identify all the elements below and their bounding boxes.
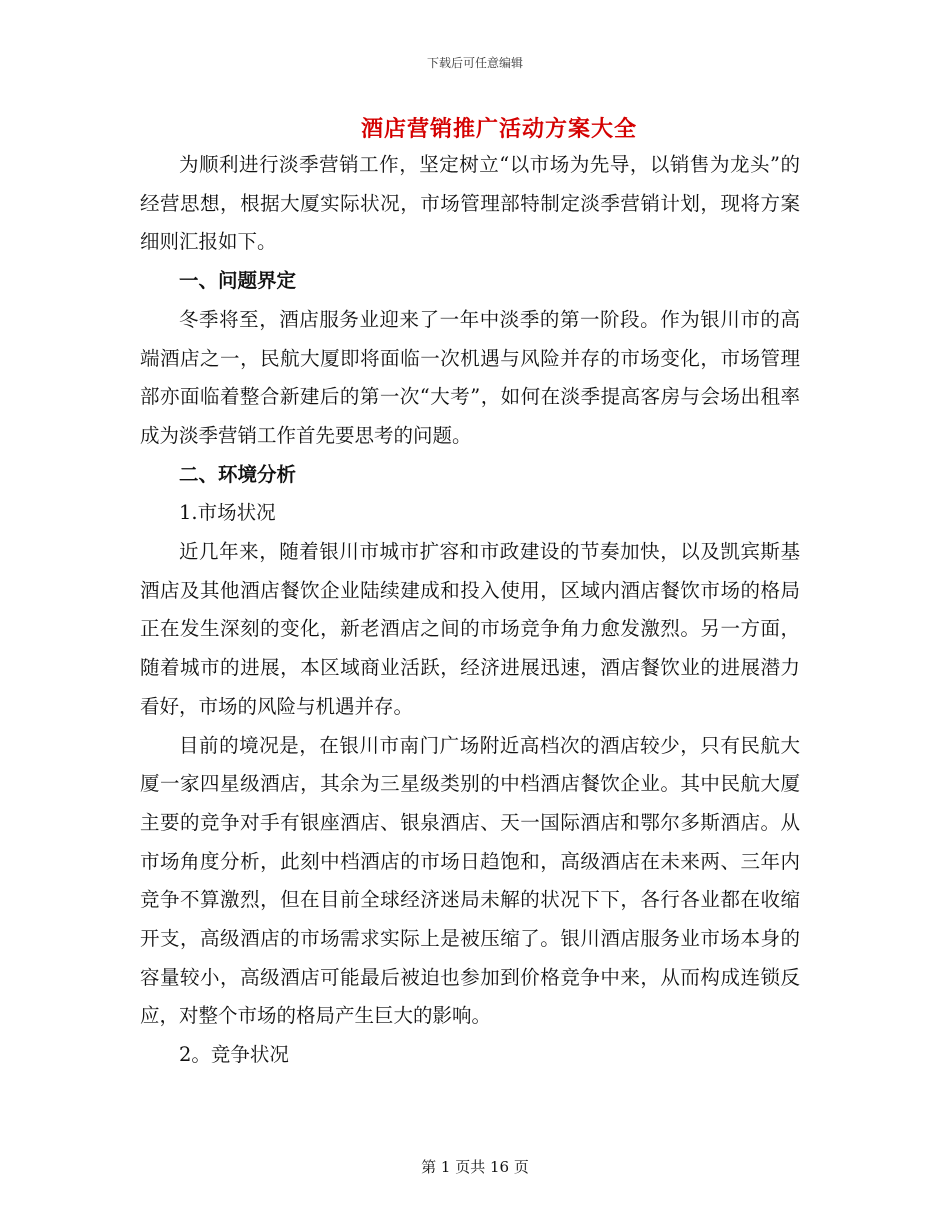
section-heading-problem: 一、问题界定 <box>179 269 297 293</box>
market-paragraph-2: 目前的境况是，在银川市南门广场附近高档次的酒店较少，只有民航大厦一家四星级酒店，其余为三星级类别的中档酒店餐饮企业。其中民航大厦主要的竞争对手有银座酒店、银泉酒店、天一国际酒店和鄂尔多斯酒店。从市场角度分析，此刻中档酒店的市场日趋饱和，高级酒店在未来两、三年内竞争不算激烈，但在目前全球经济迷局未解的状况下下，各行各业都在收缩开支，高级酒店的市场需求实际上是被压缩了。银川酒店服务业市场本身的容量较小，高级酒店可能最后被迫也参加到价格竞争中来，从而构成连锁反应，对整个市场的格局产生巨大的影响。 <box>140 733 800 1028</box>
market-paragraph-1: 近几年来，随着银川市城市扩容和市政建设的节奏加快，以及凯宾斯基酒店及其他酒店餐饮企业陆续建成和投入使用，区域内酒店餐饮市场的格局正在发生深刻的变化，新老酒店之间的市场竞争角力愈发激烈。另一方面，随着城市的进展，本区域商业活跃，经济进展迅速，酒店餐饮业的进展潜力看好，市场的风险与机遇并存。 <box>140 540 800 718</box>
problem-paragraph: 冬季将至，酒店服务业迎来了一年中淡季的第一阶段。作为银川市的高端酒店之一，民航大厦即将面临一次机遇与风险并存的市场变化，市场管理部亦面临着整合新建后的第一次“大考”，如何在淡季提高客房与会场出租率成为淡季营销工作首先要思考的问题。 <box>140 307 800 447</box>
document-title: 酒店营销推广活动方案大全 <box>360 116 637 142</box>
document-body <box>140 146 800 1075</box>
intro-paragraph: 为顺利进行淡季营销工作，坚定树立“以市场为先导，以销售为龙头”的经营思想，根据大厦实际状况，市场管理部特制定淡季营销计划，现将方案细则汇报如下。 <box>140 153 800 254</box>
subheading-market: 1.市场状况 <box>179 501 276 525</box>
section-heading-environment: 二、环境分析 <box>179 462 297 486</box>
header-note: 下载后可任意编辑 <box>426 56 523 70</box>
subheading-competition: 2。竞争状况 <box>179 1043 289 1067</box>
page-number: 第 1 页共 16 页 <box>421 1158 529 1176</box>
